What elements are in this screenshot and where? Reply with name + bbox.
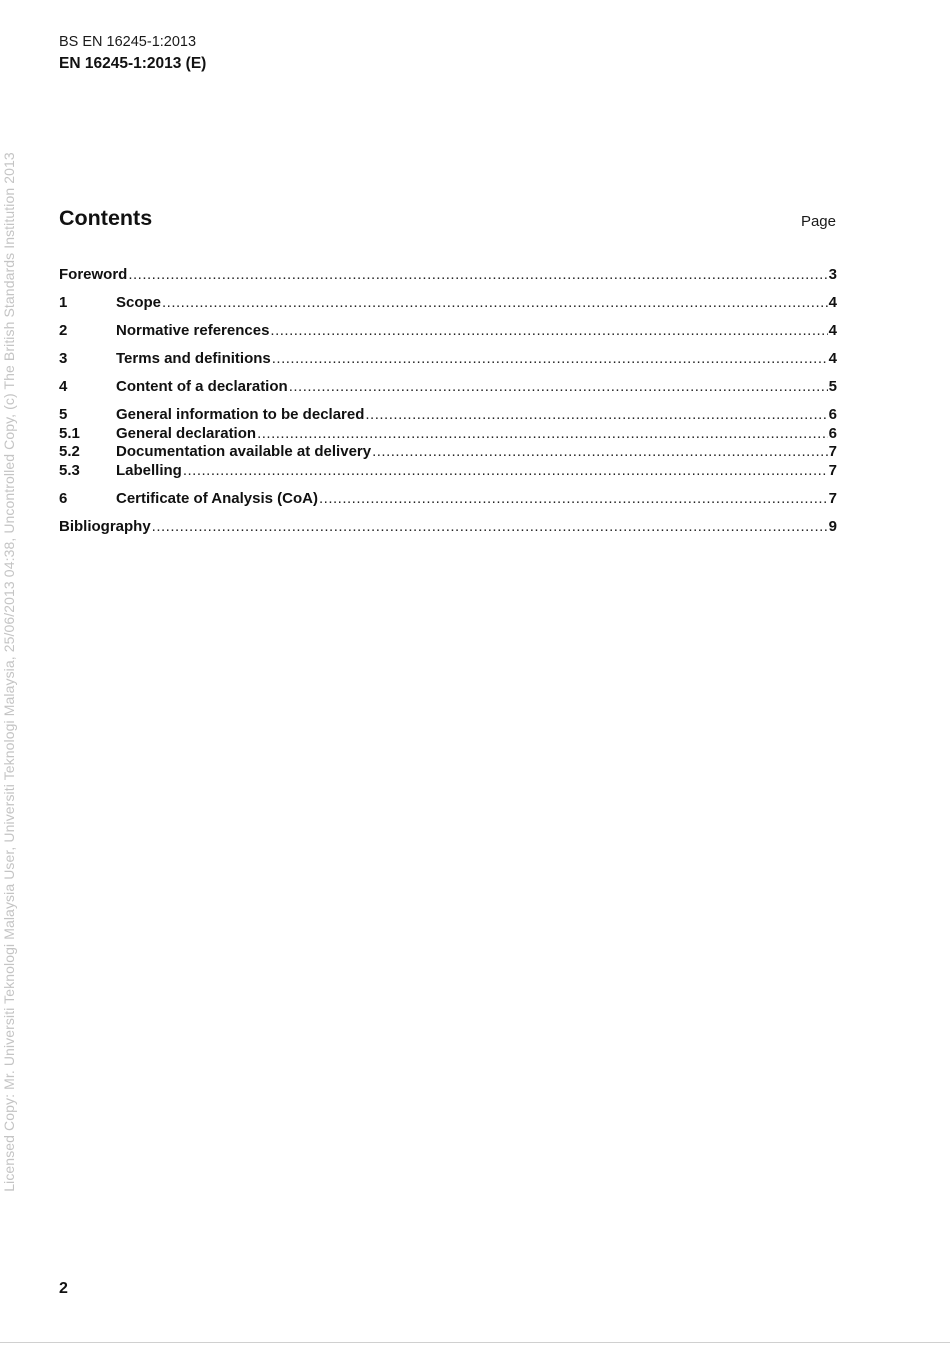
toc-entry-title: Content of a declaration bbox=[116, 378, 288, 395]
toc-entry-documentation-at-delivery[interactable] bbox=[59, 443, 837, 462]
toc-entry-scope[interactable] bbox=[59, 294, 837, 313]
watermark bbox=[0, 0, 18, 1345]
toc-entry-general-information[interactable] bbox=[59, 406, 837, 425]
toc-entry-title: Labelling bbox=[116, 461, 182, 479]
dot-leader bbox=[372, 443, 828, 462]
license-watermark-text: Licensed Copy: Mr. Universiti Teknologi Malaysia User, Universiti Teknologi Malaysia, 25/06/2013 04:38, Uncontrolled Copy, (c) The British Standards Institution 2013 bbox=[1, 152, 17, 1192]
dot-leader bbox=[152, 518, 828, 537]
dot-leader bbox=[270, 322, 827, 341]
dot-leader bbox=[319, 490, 828, 509]
document-header bbox=[59, 33, 206, 74]
toc-entry-title: Terms and definitions bbox=[116, 350, 271, 367]
dot-leader bbox=[365, 406, 827, 425]
toc-entry-number: 6 bbox=[59, 489, 68, 507]
toc-entry-title: Documentation available at delivery bbox=[116, 443, 372, 460]
toc-entry-number: 2 bbox=[59, 322, 68, 339]
toc-entry-page: 7 bbox=[828, 489, 837, 507]
toc-entry-page: 6 bbox=[828, 424, 837, 442]
toc-entry-page: 7 bbox=[828, 461, 837, 479]
dot-leader bbox=[128, 266, 827, 285]
page-edge-divider bbox=[0, 1342, 950, 1343]
toc-entry-number: 5.1 bbox=[59, 424, 80, 442]
toc-entry-content-of-declaration[interactable] bbox=[59, 378, 837, 397]
toc-entry-number: 5.3 bbox=[59, 461, 80, 479]
toc-entry-number: 1 bbox=[59, 294, 68, 311]
toc-entry-page: 3 bbox=[828, 266, 837, 283]
toc-entry-general-declaration[interactable] bbox=[59, 425, 837, 444]
toc-entry-normative-references[interactable] bbox=[59, 322, 837, 341]
toc-entry-number: 5 bbox=[59, 406, 68, 423]
toc-entry-foreword[interactable] bbox=[59, 266, 837, 285]
table-of-contents bbox=[59, 266, 837, 536]
toc-entry-page: 4 bbox=[828, 294, 837, 311]
dot-leader bbox=[257, 425, 828, 444]
toc-entry-page: 6 bbox=[828, 406, 837, 423]
toc-entry-bibliography[interactable] bbox=[59, 518, 837, 537]
edition-number: EN 16245-1:2013 (E) bbox=[59, 55, 207, 72]
toc-entry-page: 4 bbox=[828, 322, 837, 339]
toc-entry-title: Foreword bbox=[59, 266, 128, 283]
toc-entry-title: General information to be declared bbox=[116, 406, 365, 423]
toc-entry-title: Bibliography bbox=[59, 517, 151, 535]
toc-entry-title: Certificate of Analysis (CoA) bbox=[116, 489, 318, 507]
toc-entry-page: 5 bbox=[828, 378, 837, 395]
toc-entry-number: 3 bbox=[59, 350, 68, 367]
toc-entry-number: 5.2 bbox=[59, 443, 80, 460]
toc-entry-title: Scope bbox=[116, 294, 162, 311]
dot-leader bbox=[162, 294, 828, 313]
toc-entry-page: 7 bbox=[828, 443, 837, 460]
standard-number: BS EN 16245-1:2013 bbox=[59, 34, 197, 50]
toc-entry-title: Normative references bbox=[116, 322, 270, 339]
dot-leader bbox=[183, 462, 828, 481]
toc-entry-number: 4 bbox=[59, 378, 68, 395]
toc-entry-terms-and-definitions[interactable] bbox=[59, 350, 837, 369]
toc-entry-title: General declaration bbox=[116, 424, 257, 442]
toc-entry-labelling[interactable] bbox=[59, 462, 837, 481]
toc-entry-page: 9 bbox=[828, 517, 837, 535]
page-number: 2 bbox=[59, 1280, 68, 1297]
contents-heading: Contents bbox=[59, 206, 153, 230]
toc-entry-certificate-of-analysis[interactable] bbox=[59, 490, 837, 509]
dot-leader bbox=[289, 378, 828, 397]
page-column-label: Page bbox=[800, 213, 836, 230]
toc-entry-page: 4 bbox=[828, 350, 837, 367]
dot-leader bbox=[272, 350, 828, 369]
